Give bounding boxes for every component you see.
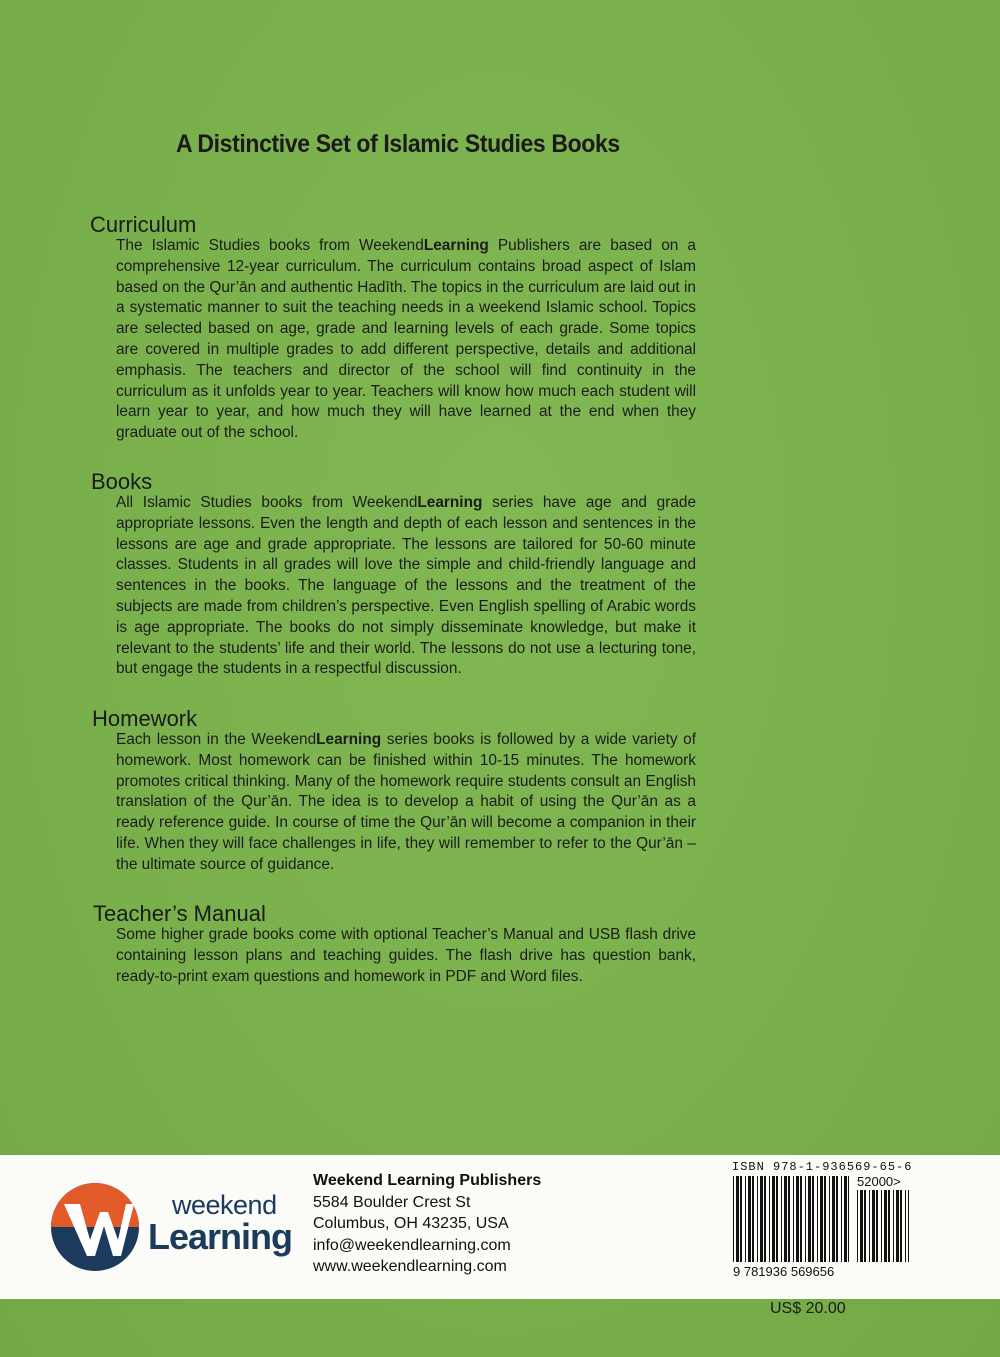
barcode-bar — [808, 1176, 811, 1262]
barcode-bar — [793, 1176, 794, 1262]
barcode-bar — [908, 1190, 909, 1262]
barcode-bar — [896, 1190, 899, 1262]
barcode-bar — [748, 1176, 751, 1262]
barcode-bar — [781, 1176, 782, 1262]
barcode-bar — [760, 1176, 763, 1262]
barcode-bar — [824, 1176, 826, 1262]
barcode-bar — [869, 1190, 870, 1262]
barcode-bar — [844, 1176, 847, 1262]
barcode-bar — [857, 1190, 858, 1262]
barcode-bar — [832, 1176, 835, 1262]
section-heading-curriculum: Curriculum — [90, 212, 197, 237]
section-heading-books: Books — [91, 469, 153, 494]
barcode-bar — [745, 1176, 746, 1262]
barcode-bar — [820, 1176, 823, 1262]
section-heading-teachers-manual: Teacher’s Manual — [93, 901, 266, 926]
barcode-bar — [764, 1176, 766, 1262]
cover-title: A Distinctive Set of Islamic Studies Books — [176, 130, 620, 158]
weekend-learning-logo-icon — [50, 1182, 140, 1272]
barcode-bar — [784, 1176, 787, 1262]
barcode-bar — [829, 1176, 830, 1262]
barcode-bar — [752, 1176, 754, 1262]
barcode-bar — [881, 1190, 882, 1262]
section-heading-homework: Homework — [92, 706, 198, 731]
text-run: Publishers are based on a comprehensive 12-year curriculum. The curriculum contains broad aspect of Islam based on the Qur’ān and authentic Hadīth. The topics in the curriculum are laid out in a systematic manner to suit the teaching needs in a weekend Islamic school. Topics are selected based on age, grade and learning levels of each grade. Some topics are covered in multiple grades to add different perspective, details and additional emphasis. The teachers and director of the school will find continuity in the curriculum as it unfolds year to year. Teachers will know how much each student will learn year to year, and how much they will have learned at the end when they graduate out of the school. — [116, 237, 696, 442]
barcode-bar — [812, 1176, 814, 1262]
barcode-bar — [841, 1176, 842, 1262]
barcode-addon-digits: 52000> — [857, 1174, 901, 1189]
barcode-bar — [757, 1176, 758, 1262]
text-run: All Islamic Studies books from Weekend — [116, 494, 418, 511]
barcode-bar — [776, 1176, 778, 1262]
publisher-website: www.weekendlearning.com — [313, 1258, 507, 1275]
barcode-bar — [733, 1176, 734, 1262]
barcode-bar — [805, 1176, 806, 1262]
barcode-bar — [884, 1190, 887, 1262]
publisher-address-line1: 5584 Boulder Crest St — [313, 1193, 471, 1211]
logo-text-learning: Learning — [148, 1216, 293, 1257]
barcode-bar — [772, 1176, 775, 1262]
text-run: series books is followed by a wide variety of homework. Most homework can be finished within 10-15 minutes. The homework promotes critical thinking. Many of the homework require students consult an English translation of the Qur’ān. The idea is to develop a habit of using the Qur’ān as a ready reference guide. In course of time the Qur’ān will become a companion in their life. When they will face challenges in life, they will remember to refer to the Qur’ān – the ultimate source of guidance. — [116, 731, 696, 873]
text-run: series have age and grade appropriate lessons. Even the length and depth of each lesson and sentences in the lessons are age and grade appropriate. The lessons are tailored for 50-60 minute classes. Students in all grades will love the simple and child-friendly language and sentences in the books. The language of the lessons and the treatment of the subjects are made from children’s perspective. Even English spelling of Arabic words is age appropriate. The books do not simply disseminate knowledge, but make it relevant to the students’ life and their world. The lessons do not use a lecturing tone, but engage the students in a respectful discussion. — [116, 494, 697, 678]
barcode-bar — [788, 1176, 790, 1262]
barcode-bar — [864, 1190, 866, 1262]
barcode-main-bars — [733, 1176, 849, 1262]
text-run: The Islamic Studies books from Weekend — [116, 237, 424, 254]
section-body-homework — [116, 730, 696, 876]
barcode-bar — [736, 1176, 739, 1262]
section-body-books — [116, 493, 696, 680]
barcode-bar — [796, 1176, 799, 1262]
barcode-icon — [731, 1174, 911, 1279]
text-run: Some higher grade books come with optional Teacher’s Manual and USB flash drive containing lesson plans and teaching guides. The flash drive has question bank, ready-to-print exam questions and homework in PDF and Word files. — [116, 926, 696, 985]
barcode-bar — [836, 1176, 838, 1262]
brand-bold: Learning — [417, 494, 483, 511]
barcode-bar — [900, 1190, 902, 1262]
barcode-bar — [769, 1176, 770, 1262]
brand-bold: Learning — [316, 731, 382, 748]
barcode-bar — [848, 1176, 849, 1262]
barcode-bar — [817, 1176, 818, 1262]
barcode-bar — [872, 1190, 875, 1262]
barcode-bar — [860, 1190, 863, 1262]
publisher-email: info@weekendlearning.com — [313, 1236, 511, 1254]
barcode-main-digits: 9 781936 569656 — [733, 1264, 835, 1279]
section-body-teachers-manual — [116, 925, 696, 987]
barcode-bar — [888, 1190, 890, 1262]
isbn-number: ISBN 978-1-936569-65-6 — [732, 1160, 913, 1174]
barcode-bar — [893, 1190, 894, 1262]
section-body-curriculum — [116, 236, 696, 444]
barcode-bar — [740, 1176, 742, 1262]
text-run: Each lesson in the Weekend — [116, 731, 317, 748]
barcode-bar — [876, 1190, 878, 1262]
brand-bold: Learning — [423, 237, 489, 254]
price-label: US$ 20.00 — [770, 1300, 846, 1317]
barcode-addon-bars — [857, 1190, 909, 1262]
publisher-name: Weekend Learning Publishers — [313, 1172, 542, 1189]
barcode-bar — [800, 1176, 802, 1262]
barcode-bar — [905, 1190, 906, 1262]
publisher-address-line2: Columbus, OH 43235, USA — [313, 1215, 509, 1232]
logo-text-weekend: weekend — [172, 1190, 277, 1220]
publisher-block — [313, 1170, 541, 1278]
